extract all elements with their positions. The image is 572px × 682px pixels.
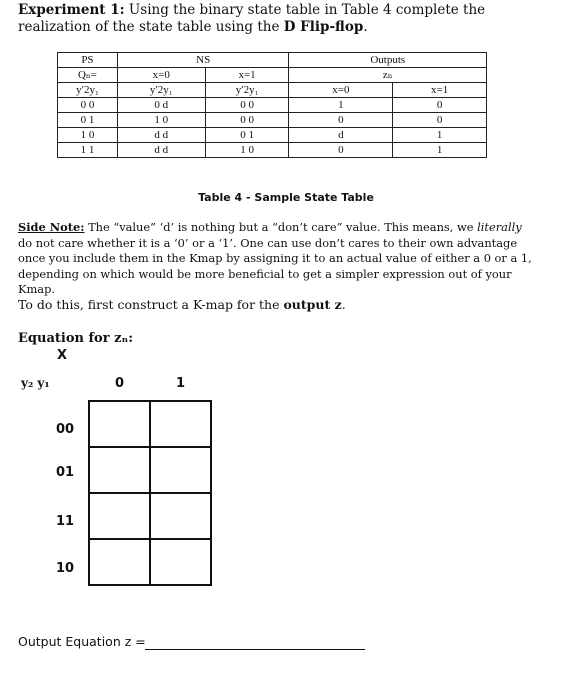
kmap-col-label: 1 xyxy=(176,376,186,391)
kmap-row-label: 10 xyxy=(56,561,75,576)
kmap-cell[interactable] xyxy=(150,493,211,539)
output-equation-label: Output Equation z = xyxy=(18,634,146,649)
out0-header: x=0 xyxy=(289,83,393,98)
equation-label: Equation for zₙ: xyxy=(18,331,134,346)
kmap-col-label: 0 xyxy=(115,376,125,391)
z0-cell: 1 xyxy=(289,98,393,113)
ns0-cell: d d xyxy=(117,128,205,143)
kmap-row-label: 00 xyxy=(56,422,75,437)
kmap-col-variable: X xyxy=(57,348,68,363)
table-caption: Table 4 - Sample State Table xyxy=(198,191,374,204)
z0-cell: d xyxy=(289,128,393,143)
ns0-var: y′2y₁ xyxy=(117,83,205,98)
instruction-text: To do this, first construct a K-map for the xyxy=(18,297,284,312)
z0-cell: 0 xyxy=(289,113,393,128)
kmap-row-label: 11 xyxy=(56,514,75,529)
instruction-bold: output z xyxy=(283,297,342,312)
ns1-cell: 0 0 xyxy=(205,98,289,113)
table-row xyxy=(58,128,487,143)
out1-header: x=1 xyxy=(393,83,487,98)
kmap-row-variable: y₂ y₁ xyxy=(21,376,50,390)
ps-cell: 0 1 xyxy=(58,113,118,128)
kmap-cell[interactable] xyxy=(89,493,150,539)
ps-cell: 1 0 xyxy=(58,128,118,143)
z1-cell: 1 xyxy=(393,128,487,143)
heading-prefix: Experiment 1: xyxy=(18,2,125,18)
outputs-header: Outputs xyxy=(289,53,487,68)
experiment-heading xyxy=(18,2,558,36)
ns1-cell: 0 0 xyxy=(205,113,289,128)
heading-text-2: . xyxy=(363,19,368,35)
side-note-text-1: The “value” ‘d’ is nothing but a “don’t care” value. This means, we xyxy=(84,220,478,234)
ps-cell: 0 0 xyxy=(58,98,118,113)
table-row xyxy=(58,143,487,158)
z1-cell: 0 xyxy=(393,113,487,128)
ns-header: NS xyxy=(117,53,289,68)
kmap-row-label: 01 xyxy=(56,465,75,480)
ns0-cell: 0 d xyxy=(117,98,205,113)
q-header: Qₙ= xyxy=(58,68,118,83)
state-table xyxy=(57,52,487,158)
ps-header: PS xyxy=(58,53,118,68)
table-row xyxy=(58,113,487,128)
table-header-row xyxy=(58,53,487,68)
ns-x1-header: x=1 xyxy=(205,68,289,83)
table-subheader-row xyxy=(58,68,487,83)
ns-x0-header: x=0 xyxy=(117,68,205,83)
ps-cell: 1 1 xyxy=(58,143,118,158)
ns1-cell: 1 0 xyxy=(205,143,289,158)
side-note-emphasis: literally xyxy=(477,220,522,234)
side-note xyxy=(18,220,538,298)
table-row xyxy=(58,98,487,113)
instruction xyxy=(18,297,346,312)
kmap-cell[interactable] xyxy=(150,539,211,585)
heading-flipflop: D Flip-flop xyxy=(283,19,364,35)
ns0-cell: 1 0 xyxy=(117,113,205,128)
side-note-text-2: do not care whether it is a ‘0’ or a ‘1’. One can use don’t cares to their own advantage once you include them in the Kmap by assigning it to an actual value of either a 0 or a 1, depending on which would be more beneficial to get a simpler expression out of your Kmap. xyxy=(18,235,532,296)
kmap-grid xyxy=(88,400,212,586)
kmap-cell[interactable] xyxy=(89,447,150,493)
ns1-cell: 0 1 xyxy=(205,128,289,143)
instruction-end: . xyxy=(341,297,346,312)
ps-var: y′2y₁ xyxy=(58,83,118,98)
ns0-cell: d d xyxy=(117,143,205,158)
table-var-row xyxy=(58,83,487,98)
z-header: zₙ xyxy=(289,68,487,83)
z1-cell: 1 xyxy=(393,143,487,158)
kmap-cell[interactable] xyxy=(150,401,211,447)
heading-text-1: Using the binary state table in Table 4 complete the realization of the state table using the xyxy=(18,2,486,35)
z0-cell: 0 xyxy=(289,143,393,158)
ns1-var: y′2y₁ xyxy=(205,83,289,98)
output-equation-blank[interactable] xyxy=(145,649,365,650)
kmap-cell[interactable] xyxy=(89,401,150,447)
side-note-label: Side Note: xyxy=(18,220,85,234)
kmap-cell[interactable] xyxy=(150,447,211,493)
kmap-cell[interactable] xyxy=(89,539,150,585)
z1-cell: 0 xyxy=(393,98,487,113)
